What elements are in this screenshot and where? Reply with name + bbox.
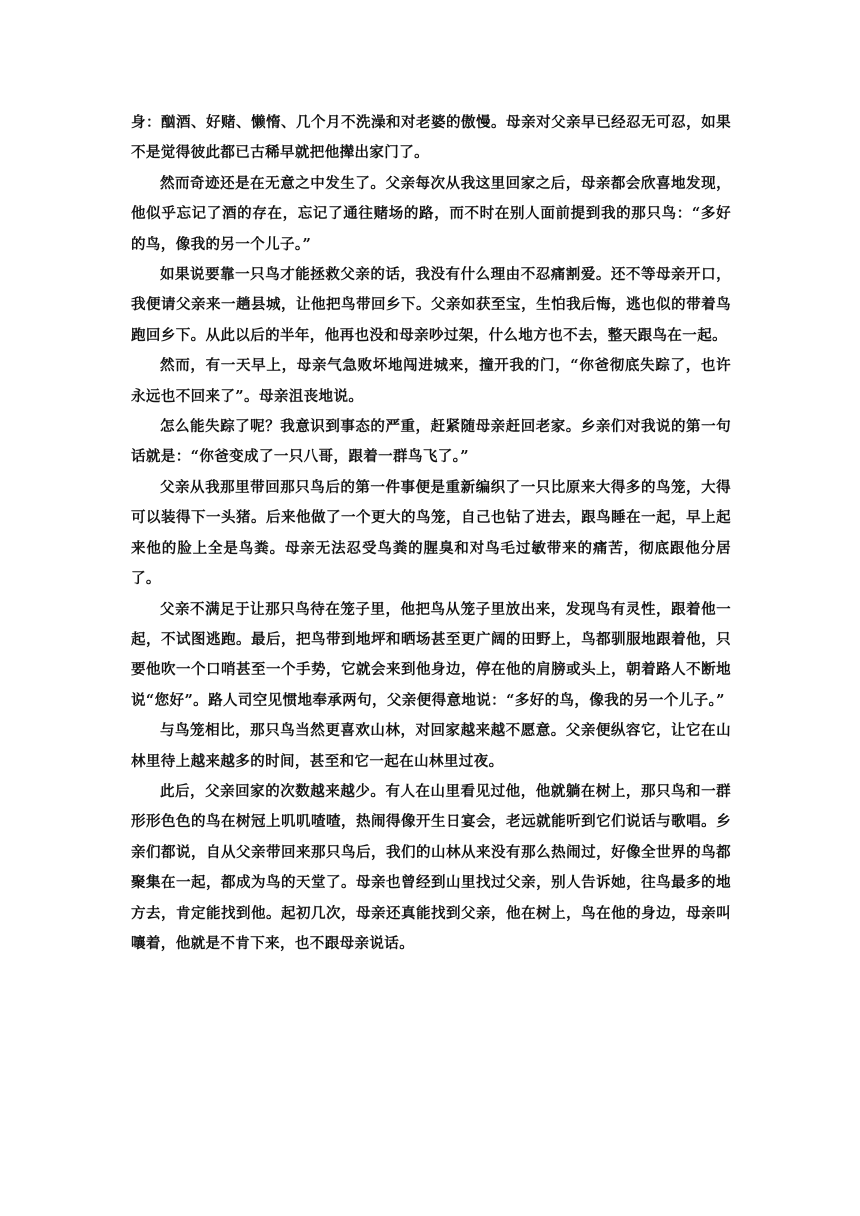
- paragraph: 然而，有一天早上，母亲气急败坏地闯进城来，撞开我的门，“你爸彻底失踪了，也许永远也不回来了”。母亲沮丧地说。: [131, 357, 731, 405]
- paragraph: 此后，父亲回家的次数越来越少。有人在山里看见过他，他就躺在树上，那只鸟和一群形形色色的鸟在树冠上叽叽喳喳，热闹得像开生日宴会，老远就能听到它们说话与歌唱。乡亲们都说，自从父亲带回来那只鸟后，我们的山林从来没有那么热闹过，好像全世界的鸟都聚集在一起，都成为鸟的天堂了。母亲也曾经到山里找过父亲，别人告诉她，往鸟最多的地方去，肯定能找到他。起初几次，母亲还真能找到父亲，他在树上，鸟在他的身边，母亲叫嚷着，他就是不肯下来，也不跟母亲说话。: [131, 782, 731, 952]
- document-body: [131, 108, 731, 959]
- paragraph: 然而奇迹还是在无意之中发生了。父亲每次从我这里回家之后，母亲都会欣喜地发现，他似乎忘记了酒的存在，忘记了通往赌场的路，而不时在别人面前提到我的那只鸟：“多好的鸟，像我的另一个儿子。”: [131, 174, 731, 253]
- paragraph: 身：酗酒、好赌、懒惰、几个月不洗澡和对老婆的傲慢。母亲对父亲早已经忍无可忍，如果不是觉得彼此都已古稀早就把他撵出家门了。: [131, 114, 731, 162]
- paragraph: 父亲不满足于让那只鸟待在笼子里，他把鸟从笼子里放出来，发现鸟有灵性，跟着他一起，不试图逃跑。最后，把鸟带到地坪和晒场甚至更广阔的田野上，鸟都驯服地跟着他，只要他吹一个口哨甚至一个手势，它就会来到他身边，停在他的肩膀或头上，朝着路人不断地说“您好”。路人司空见惯地奉承两句，父亲便得意地说：“多好的鸟，像我的另一个儿子。”: [131, 600, 731, 709]
- paragraph: 与鸟笼相比，那只鸟当然更喜欢山林，对回家越来越不愿意。父亲便纵容它，让它在山林里待上越来越多的时间，甚至和它一起在山林里过夜。: [131, 722, 731, 770]
- paragraph: 父亲从我那里带回那只鸟后的第一件事便是重新编织了一只比原来大得多的鸟笼，大得可以装得下一头猪。后来他做了一个更大的鸟笼，自己也钻了进去，跟鸟睡在一起，早上起来他的脸上全是鸟粪。母亲无法忍受鸟粪的腥臭和对鸟毛过敏带来的痛苦，彻底跟他分居了。: [131, 478, 731, 588]
- paragraph: 如果说要靠一只鸟才能拯救父亲的话，我没有什么理由不忍痛割爱。还不等母亲开口，我便请父亲来一趟县城，让他把鸟带回乡下。父亲如获至宝，生怕我后悔，逃也似的带着鸟跑回乡下。从此以后的半年，他再也没和母亲吵过架，什么地方也不去，整天跟鸟在一起。: [131, 266, 731, 344]
- paragraph: 怎么能失踪了呢？我意识到事态的严重，赶紧随母亲赶回老家。乡亲们对我说的第一句话就是：“你爸变成了一只八哥，跟着一群鸟飞了。”: [131, 418, 731, 466]
